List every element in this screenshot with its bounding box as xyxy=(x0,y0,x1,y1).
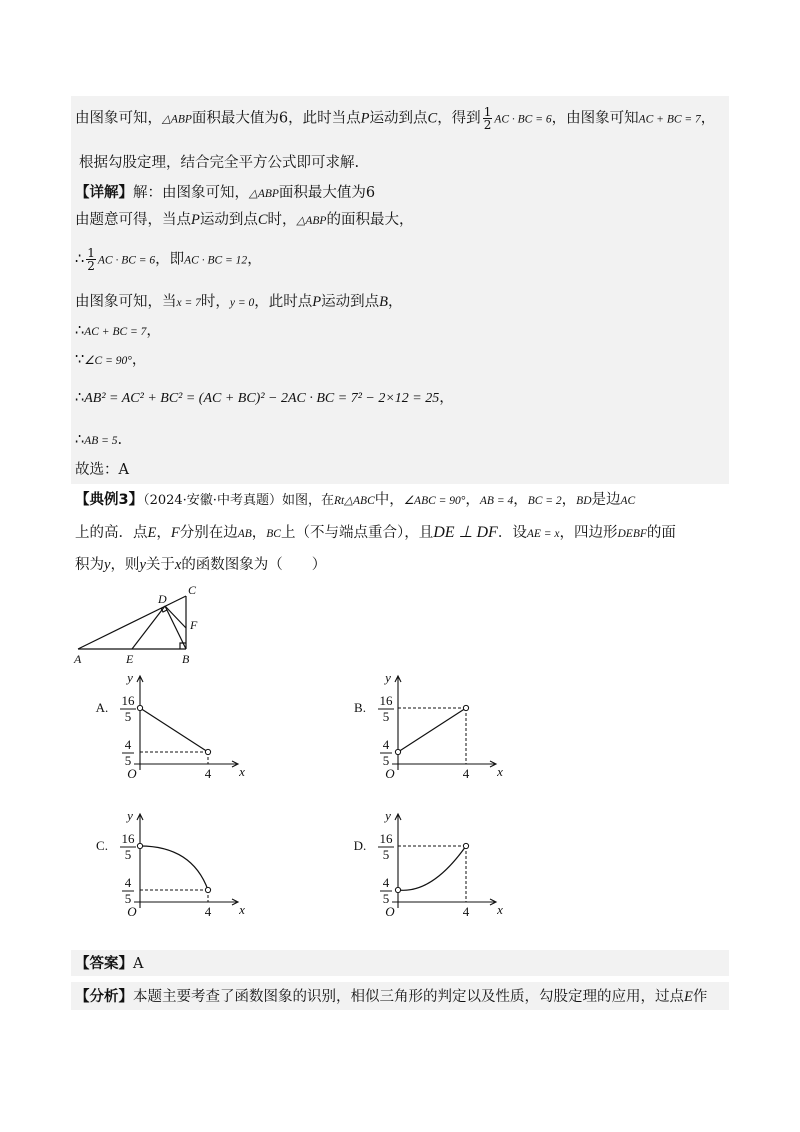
origin-label: O xyxy=(127,904,137,919)
option-label: D. xyxy=(353,838,367,853)
option-a-graph[interactable] xyxy=(90,672,250,784)
y-top-numerator: 16 xyxy=(121,693,135,708)
detail-line-3: ∴ $\frac{1}{2}$ AC · BC = 6，即AC · BC = 12， xyxy=(75,246,262,273)
origin-label: O xyxy=(385,904,395,919)
x-value-label: 4 xyxy=(204,904,212,919)
option-label: C. xyxy=(96,838,108,853)
detail-line-1: 【详解】解：由图象可知，△ABP面积最大值为6 xyxy=(75,185,376,201)
y-axis-label: y xyxy=(385,810,391,823)
example3-line-1: 【典例3】（2024·安徽·中考真题）如图，在Rt△ABC中，∠ABC = 90°，AB = 4，BC = 2，BD是边AC xyxy=(75,492,636,508)
y-bottom-denominator: 5 xyxy=(382,753,390,768)
graph-svg xyxy=(348,672,508,784)
option-c-graph[interactable] xyxy=(90,810,250,922)
option-b-graph[interactable] xyxy=(348,672,508,784)
detail-line-5: ∴AC + BC = 7， xyxy=(75,323,161,339)
y-bottom-denominator: 5 xyxy=(124,753,132,768)
graph-svg xyxy=(90,810,250,922)
answer-line: 【答案】A xyxy=(75,956,144,972)
label-a: A xyxy=(74,652,82,664)
x-axis-label: x xyxy=(497,902,503,917)
y-bottom-denominator: 5 xyxy=(382,891,390,906)
label-c: C xyxy=(188,584,197,597)
detail-line-6: ∵∠C = 90°， xyxy=(75,352,147,368)
segment-de xyxy=(132,606,165,649)
y-bottom-numerator: 4 xyxy=(124,737,132,752)
function-curve xyxy=(398,846,466,890)
analysis-bottom-line: 【分析】本题主要考查了函数图象的识别，相似三角形的判定以及性质，勾股定理的应用，过点E作 xyxy=(75,989,708,1005)
detail-line-2: 由题意可得，当点P运动到点C时，△ABP的面积最大， xyxy=(75,212,414,228)
fraction-half: $\frac{1}{2}$ xyxy=(483,105,492,132)
y-top-denominator: 5 xyxy=(382,709,390,724)
detail-line-4: 由图象可知，当x = 7时，y = 0，此时点P运动到点B， xyxy=(75,294,403,310)
segment-df xyxy=(165,606,186,628)
y-top-denominator: 5 xyxy=(124,709,132,724)
analysis-line-2: 根据勾股定理，结合完全平方公式即可求解. xyxy=(79,155,360,171)
detail-line-7: ∴AB² = AC² + BC² = (AC + BC)² − 2AC · BC = 7² − 2×12 = 25， xyxy=(75,390,454,406)
x-axis-label: x xyxy=(497,764,503,779)
open-endpoint-left xyxy=(395,887,400,892)
y-top-numerator: 16 xyxy=(379,831,393,846)
function-curve xyxy=(140,708,208,752)
open-endpoint-right xyxy=(463,705,468,710)
open-endpoint-left xyxy=(137,843,142,848)
label-b: B xyxy=(182,652,190,664)
y-axis-label: y xyxy=(127,672,133,685)
open-endpoint-right xyxy=(205,887,210,892)
open-endpoint-left xyxy=(137,705,142,710)
label-d: D xyxy=(158,592,167,606)
origin-label: O xyxy=(127,766,137,781)
analysis-line-1: 由图象可知，△ABP面积最大值为6，此时当点P运动到点C，得到 $\frac{1}{2}$ AC · BC = 6，由图象可知AC + BC = 7， xyxy=(75,105,716,132)
y-bottom-numerator: 4 xyxy=(124,875,132,890)
x-value-label: 4 xyxy=(462,904,470,919)
y-top-denominator: 5 xyxy=(124,847,132,862)
graph-svg xyxy=(90,672,250,784)
option-d-graph[interactable] xyxy=(348,810,508,922)
fraction-half-2: $\frac{1}{2}$ xyxy=(87,246,95,273)
y-top-numerator: 16 xyxy=(121,831,135,846)
side-ac xyxy=(78,596,186,649)
y-bottom-numerator: 4 xyxy=(382,737,390,752)
answer-shade xyxy=(71,950,729,976)
function-curve xyxy=(398,708,466,752)
x-value-label: 4 xyxy=(462,766,470,781)
option-label: A. xyxy=(95,700,109,715)
y-top-denominator: 5 xyxy=(382,847,390,862)
label-f: F xyxy=(190,618,198,632)
graph-svg xyxy=(348,810,508,922)
example3-line-2: 上的高．点E，F分别在边AB，BC上（不与端点重合），且DE ⊥ DF．设AE = x，四边形DEBF的面 xyxy=(75,524,676,541)
function-curve xyxy=(140,846,208,890)
origin-label: O xyxy=(385,766,395,781)
option-label: B. xyxy=(354,700,366,715)
example3-line-3: 积为y，则y关于x的函数图象为（ ） xyxy=(75,557,327,573)
label-e: E xyxy=(126,652,134,664)
detail-line-8: ∴AB = 5. xyxy=(75,432,123,448)
x-axis-label: x xyxy=(239,764,245,779)
x-axis-label: x xyxy=(239,902,245,917)
open-endpoint-left xyxy=(395,749,400,754)
y-top-numerator: 16 xyxy=(379,693,393,708)
detail-line-9: 故选：A xyxy=(75,462,129,478)
x-value-label: 4 xyxy=(204,766,212,781)
open-endpoint-right xyxy=(463,843,468,848)
open-endpoint-right xyxy=(205,749,210,754)
y-bottom-numerator: 4 xyxy=(382,875,390,890)
y-axis-label: y xyxy=(385,672,391,685)
y-bottom-denominator: 5 xyxy=(124,891,132,906)
triangle-figure xyxy=(72,584,202,664)
y-axis-label: y xyxy=(127,810,133,823)
